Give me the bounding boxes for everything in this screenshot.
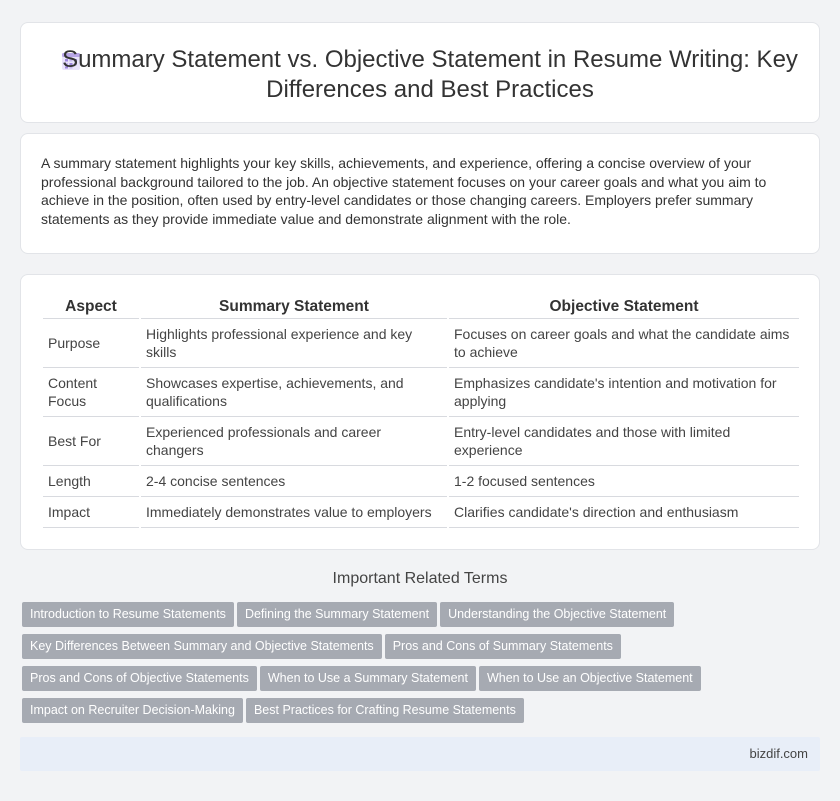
related-term-tag[interactable]: Best Practices for Crafting Resume Statements xyxy=(246,698,524,723)
related-term-tag[interactable]: Key Differences Between Summary and Objective Statements xyxy=(22,634,382,659)
related-term-tag[interactable]: When to Use an Objective Statement xyxy=(479,666,701,691)
related-term-tag[interactable]: When to Use a Summary Statement xyxy=(260,666,476,691)
table-row xyxy=(43,368,799,417)
table-cell: Highlights professional experience and key skills xyxy=(141,319,447,368)
related-term-tag[interactable]: Introduction to Resume Statements xyxy=(22,602,234,627)
header-objective: Objective Statement xyxy=(449,295,799,319)
related-terms-heading: Important Related Terms xyxy=(332,570,508,587)
table-cell: Experienced professionals and career changers xyxy=(141,417,447,466)
table-cell: Immediately demonstrates value to employers xyxy=(141,497,447,528)
table-cell: Length xyxy=(43,466,139,497)
related-term-tag[interactable]: Pros and Cons of Summary Statements xyxy=(385,634,621,659)
table-cell: 2-4 concise sentences xyxy=(141,466,447,497)
intro-card xyxy=(20,133,820,254)
footer-site-link[interactable]: bizdif.com xyxy=(749,746,808,761)
table-cell: Content Focus xyxy=(43,368,139,417)
related-term-tag[interactable]: Understanding the Objective Statement xyxy=(440,602,674,627)
table-cell: Impact xyxy=(43,497,139,528)
table-row xyxy=(43,466,799,497)
table-row xyxy=(43,497,799,528)
related-term-tag[interactable]: Defining the Summary Statement xyxy=(237,602,437,627)
related-term-tag[interactable]: Pros and Cons of Objective Statements xyxy=(22,666,257,691)
table-cell: 1-2 focused sentences xyxy=(449,466,799,497)
table-cell: Emphasizes candidate's intention and motivation for applying xyxy=(449,368,799,417)
table-cell: Clarifies candidate's direction and enthusiasm xyxy=(449,497,799,528)
title-card xyxy=(20,22,820,123)
table-cell: Best For xyxy=(43,417,139,466)
table-cell: Purpose xyxy=(43,319,139,368)
footer-bar xyxy=(20,737,820,771)
table-row xyxy=(43,319,799,368)
related-term-tag[interactable]: Impact on Recruiter Decision-Making xyxy=(22,698,243,723)
table-header-row xyxy=(43,295,799,319)
comparison-table-card xyxy=(20,274,820,550)
table-row xyxy=(43,417,799,466)
related-terms-list xyxy=(22,602,822,730)
header-summary: Summary Statement xyxy=(141,295,447,319)
table-cell: Entry-level candidates and those with limited experience xyxy=(449,417,799,466)
header-aspect: Aspect xyxy=(43,295,139,319)
page-title: Summary Statement vs. Objective Statement in Resume Writing: Key Differences and Best Practices xyxy=(62,46,798,103)
comparison-table xyxy=(41,295,801,528)
table-cell: Showcases expertise, achievements, and qualifications xyxy=(141,368,447,417)
table-cell: Focuses on career goals and what the candidate aims to achieve xyxy=(449,319,799,368)
intro-paragraph: A summary statement highlights your key skills, achievements, and experience, offering a concise overview of your professional background tailored to the job. An objective statement focuses on your career goals and what you aim to achieve in the position, often used by entry-level candidates or those changing careers. Employers prefer summary statements as they provide immediate value and demonstrate alignment with the role. xyxy=(41,155,767,227)
